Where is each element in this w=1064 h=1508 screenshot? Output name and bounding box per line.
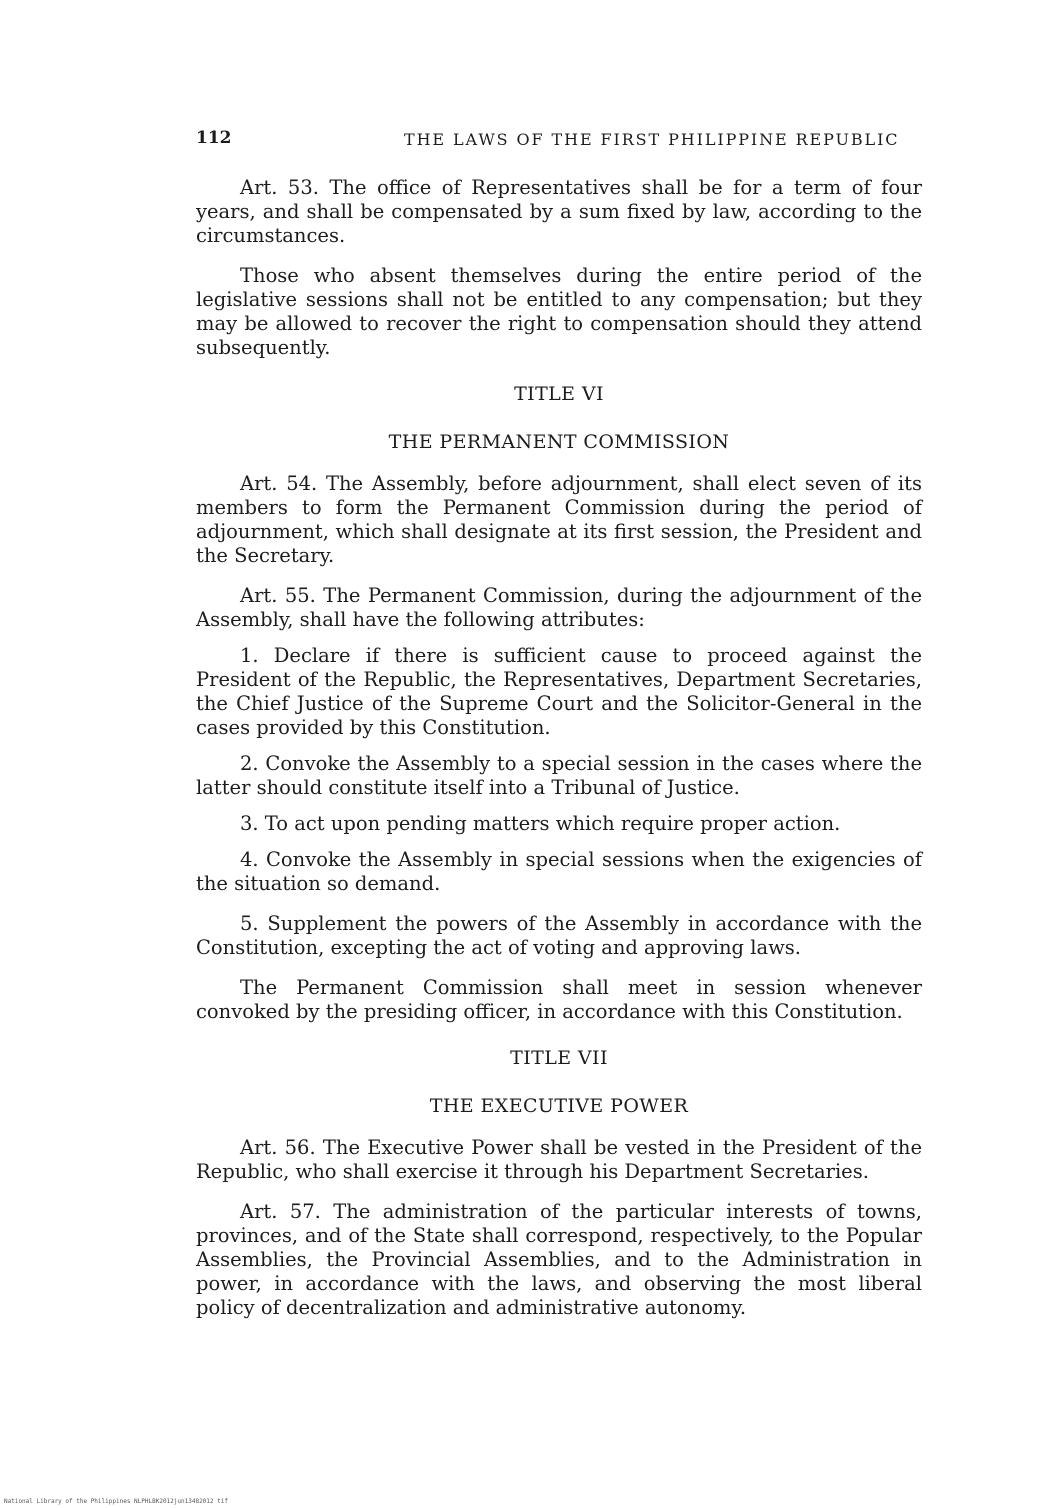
title-vi-heading: TITLE VI	[514, 383, 604, 405]
attribute-4-paragraph: 4. Convoke the Assembly in special sessions when the exigencies of the situation so demand.	[196, 848, 922, 895]
attribute-5-paragraph: 5. Supplement the powers of the Assembly in accordance with the Constitution, excepting the act of voting and approving laws.	[196, 912, 922, 959]
attribute-3-paragraph: 3. To act upon pending matters which require proper action.	[240, 812, 841, 835]
commission-session-paragraph: The Permanent Commission shall meet in session whenever convoked by the presiding officer, in accordance with this Constitution.	[196, 976, 922, 1023]
permanent-commission-heading: THE PERMANENT COMMISSION	[388, 431, 730, 453]
article-54-paragraph: Art. 54. The Assembly, before adjournment, shall elect seven of its members to form the Permanent Commission during the period of adjournment, which shall designate at its first session, the President and the Secretary.	[196, 472, 922, 567]
article-57-paragraph: Art. 57. The administration of the particular interests of towns, provinces, and of the State shall correspond, respectively, to the Popular Assemblies, the Provincial Assemblies, and to the Administration in power, in accordance with the laws, and observing the most liberal policy of decentralization and administrative autonomy.	[196, 1200, 922, 1319]
page-body	[196, 176, 922, 1336]
article-56-paragraph: Art. 56. The Executive Power shall be vested in the President of the Republic, who shall exercise it through his Department Secretaries.	[196, 1136, 922, 1183]
running-head: THE LAWS OF THE FIRST PHILIPPINE REPUBLIC	[404, 130, 900, 149]
page-header	[196, 128, 922, 158]
compensation-paragraph: Those who absent themselves during the entire period of the legislative sessions shall not be entitled to any compensation; but they may be allowed to recover the right to compensation should they attend subsequently.	[196, 264, 922, 359]
executive-power-heading: THE EXECUTIVE POWER	[429, 1095, 689, 1117]
attribute-1-paragraph: 1. Declare if there is sufficient cause to proceed against the President of the Republic, the Representatives, Department Secretaries, the Chief Justice of the Supreme Court and the Solicitor-General in the cases provided by this Constitution.	[196, 644, 922, 739]
article-55-paragraph: Art. 55. The Permanent Commission, during the adjournment of the Assembly, shall have the following attributes:	[196, 584, 922, 631]
attribute-2-paragraph: 2. Convoke the Assembly to a special session in the cases where the latter should constitute itself into a Tribunal of Justice.	[196, 752, 922, 799]
scan-footer: National Library of the Philippines NLPHLBK2012jun13482012 tif	[4, 1498, 228, 1505]
article-53-paragraph: Art. 53. The office of Representatives shall be for a term of four years, and shall be compensated by a sum fixed by law, according to the circumstances.	[196, 176, 922, 247]
title-vii-heading: TITLE VII	[510, 1047, 608, 1069]
page-number: 112	[196, 128, 232, 148]
